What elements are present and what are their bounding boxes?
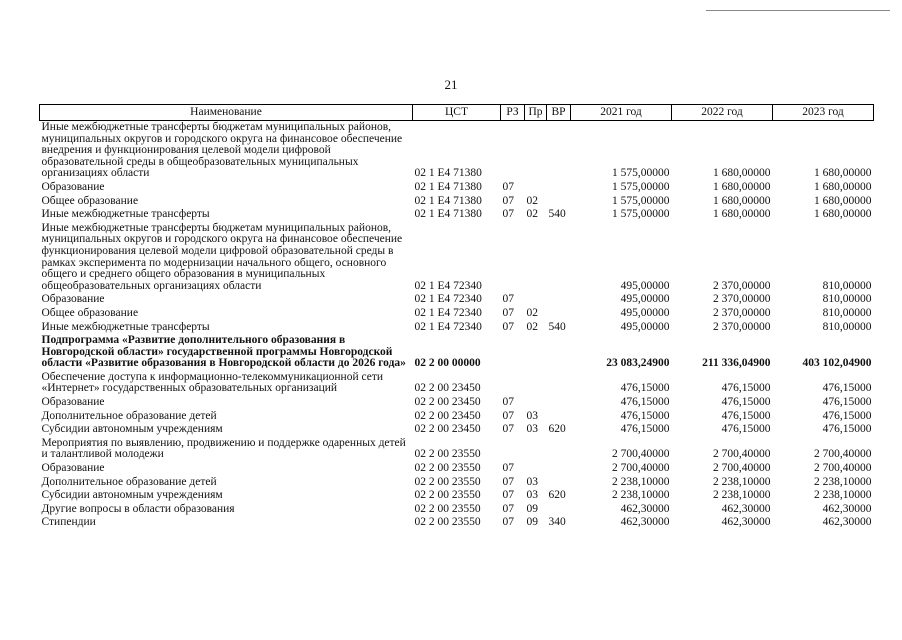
row-amount-2021: 2 700,40000: [612, 462, 670, 475]
row-name: Образование: [41, 396, 105, 409]
row-pr: 03: [526, 409, 538, 422]
row-amount-2023: 810,00000: [822, 293, 872, 306]
row-rz: 07: [502, 320, 514, 333]
row-vr: [547, 293, 571, 307]
row-amount-2021: 495,00000: [620, 293, 670, 306]
column-header-name: Наименование: [40, 105, 413, 121]
table-row: [40, 208, 874, 222]
row-amount-2022: 1 680,00000: [713, 194, 771, 207]
row-rz: 07: [502, 208, 514, 221]
row-name: Иные межбюджетные трансферты бюджетам муниципальных районов, муниципальных округов и городского округа на финансовое обеспечение функционирования целевой модели цифровой образовательной среды в рамках эксперимента по модернизации начального общего, основного общего и среднего общего образования в муниципальных общеобразовательных организациях области: [41, 221, 403, 292]
row-amount-2021: 462,30000: [620, 502, 670, 515]
row-rz: [501, 437, 525, 462]
row-pr: [525, 293, 547, 307]
row-rz: 07: [502, 180, 514, 193]
row-cst: 02 2 00 23450: [414, 396, 481, 409]
row-amount-2021: 1 575,00000: [612, 194, 670, 207]
row-pr: 03: [526, 489, 538, 502]
row-name: Стипендии: [41, 516, 96, 529]
row-amount-2023: 1 680,00000: [814, 194, 872, 207]
row-amount-2023: 476,15000: [822, 409, 872, 422]
row-amount-2021: 1 575,00000: [612, 167, 670, 180]
row-amount-2023: 462,30000: [822, 502, 872, 515]
row-name: Обеспечение доступа к информационно-телекоммуникационной сети «Интернет» государственных образовательных организаций: [41, 370, 384, 395]
column-header-2021: 2021 год: [571, 105, 672, 121]
row-name: Мероприятия по выявлению, продвижению и поддержке одаренных детей и талантливой молодежи: [41, 436, 406, 461]
row-cst: 02 2 00 23550: [414, 502, 481, 515]
table-row: [40, 516, 874, 530]
row-name: Иные межбюджетные трансферты: [41, 208, 210, 221]
table-row: [40, 121, 874, 181]
row-rz: [501, 121, 525, 181]
row-name: Образование: [41, 462, 105, 475]
row-amount-2021: 476,15000: [620, 409, 670, 422]
row-name: Дополнительное образование детей: [41, 475, 217, 488]
row-amount-2023: 476,15000: [822, 382, 872, 395]
top-rule: [706, 10, 890, 11]
row-rz: 07: [502, 194, 514, 207]
row-amount-2022: 2 700,40000: [713, 448, 771, 461]
row-amount-2023: 810,00000: [822, 320, 872, 333]
column-header-vr: ВР: [547, 105, 571, 121]
row-pr: 02: [526, 208, 538, 221]
table-row: [40, 476, 874, 490]
row-rz: 07: [502, 293, 514, 306]
row-amount-2022: 1 680,00000: [713, 208, 771, 221]
row-pr: 03: [526, 423, 538, 436]
table-row: [40, 307, 874, 321]
row-name: Общее образование: [41, 306, 139, 319]
column-header-rz: РЗ: [501, 105, 525, 121]
row-amount-2021: 476,15000: [620, 382, 670, 395]
row-amount-2023: 403 102,04900: [802, 357, 872, 370]
row-amount-2023: 2 700,40000: [814, 448, 872, 461]
row-cst: 02 1 E4 71380: [414, 180, 482, 193]
row-name: Субсидии автономным учреждениям: [41, 423, 223, 436]
table-row: [40, 462, 874, 476]
row-name: Образование: [41, 293, 105, 306]
row-amount-2023: 2 700,40000: [814, 462, 872, 475]
row-vr: [547, 476, 571, 490]
row-amount-2022: 211 336,04900: [702, 357, 771, 370]
row-rz: [501, 371, 525, 396]
row-amount-2022: 2 238,10000: [713, 489, 771, 502]
row-vr: 340: [548, 516, 566, 529]
row-amount-2023: 476,15000: [822, 396, 872, 409]
table-row: [40, 321, 874, 335]
row-amount-2021: 476,15000: [620, 423, 670, 436]
row-amount-2021: 23 083,24900: [606, 357, 670, 370]
row-name: Дополнительное образование детей: [41, 409, 217, 422]
row-amount-2021: 2 238,10000: [612, 489, 670, 502]
row-amount-2023: 1 680,00000: [814, 167, 872, 180]
row-pr: 02: [526, 306, 538, 319]
row-amount-2021: 495,00000: [620, 306, 670, 319]
row-amount-2021: 476,15000: [620, 396, 670, 409]
table-row: [40, 222, 874, 294]
row-amount-2022: 476,15000: [721, 409, 771, 422]
table-row: [40, 293, 874, 307]
row-vr: 620: [548, 423, 566, 436]
row-amount-2022: 1 680,00000: [713, 167, 771, 180]
row-vr: [547, 371, 571, 396]
row-amount-2021: 495,00000: [620, 320, 670, 333]
table-row: [40, 423, 874, 437]
table-row: [40, 410, 874, 424]
row-cst: 02 1 E4 71380: [414, 167, 482, 180]
row-vr: [547, 195, 571, 209]
row-cst: 02 1 E4 72340: [414, 279, 482, 292]
row-rz: [501, 222, 525, 294]
row-amount-2023: 810,00000: [822, 306, 872, 319]
row-pr: 03: [526, 475, 538, 488]
row-cst: 02 2 00 23550: [414, 448, 481, 461]
row-amount-2021: 2 238,10000: [612, 475, 670, 488]
row-rz: 07: [502, 462, 514, 475]
row-name: Иные межбюджетные трансферты: [41, 320, 210, 333]
row-name: Подпрограмма «Развитие дополнительного образования в Новгородской области» государственной программы Новгородской области «Развитие образования в Новгородской области до 2026 года»: [41, 334, 406, 370]
row-cst: 02 2 00 23450: [414, 382, 481, 395]
row-amount-2021: 462,30000: [620, 516, 670, 529]
row-amount-2023: 476,15000: [822, 423, 872, 436]
row-vr: [547, 334, 571, 371]
row-amount-2022: 476,15000: [721, 396, 771, 409]
row-name: Общее образование: [41, 194, 139, 207]
row-name: Субсидии автономным учреждениям: [41, 489, 223, 502]
row-amount-2022: 476,15000: [721, 423, 771, 436]
row-amount-2021: 2 700,40000: [612, 448, 670, 461]
row-amount-2023: 2 238,10000: [814, 489, 872, 502]
row-cst: 02 2 00 23550: [414, 462, 481, 475]
row-amount-2022: 2 700,40000: [713, 462, 771, 475]
column-header-pr: Пр: [525, 105, 547, 121]
row-amount-2022: 1 680,00000: [713, 180, 771, 193]
row-pr: [525, 334, 547, 371]
row-vr: [547, 307, 571, 321]
row-amount-2022: 476,15000: [721, 382, 771, 395]
row-amount-2021: 495,00000: [620, 279, 670, 292]
row-amount-2023: 462,30000: [822, 516, 872, 529]
row-cst: 02 2 00 23450: [414, 409, 481, 422]
row-cst: 02 2 00 23550: [414, 475, 481, 488]
row-rz: 07: [502, 409, 514, 422]
row-rz: [501, 334, 525, 371]
row-vr: [547, 437, 571, 462]
row-amount-2023: 2 238,10000: [814, 475, 872, 488]
budget-table: [39, 104, 874, 530]
table-row: [40, 195, 874, 209]
column-header-2022: 2022 год: [672, 105, 773, 121]
table-row: [40, 437, 874, 462]
row-vr: 540: [548, 320, 566, 333]
row-vr: [547, 396, 571, 410]
row-pr: [525, 462, 547, 476]
row-cst: 02 2 00 23450: [414, 423, 481, 436]
row-cst: 02 1 E4 71380: [414, 194, 482, 207]
row-amount-2022: 462,30000: [721, 516, 771, 529]
table-header-row: [40, 105, 874, 121]
row-amount-2023: 1 680,00000: [814, 208, 872, 221]
row-amount-2021: 1 575,00000: [612, 180, 670, 193]
page-number: 21: [444, 77, 458, 92]
table-row: [40, 503, 874, 517]
row-rz: 07: [502, 475, 514, 488]
row-pr: 09: [526, 516, 538, 529]
row-cst: 02 2 00 23550: [414, 516, 481, 529]
table-row: [40, 489, 874, 503]
row-amount-2022: 2 370,00000: [713, 279, 771, 292]
row-cst: 02 1 E4 71380: [414, 208, 482, 221]
row-vr: [547, 121, 571, 181]
row-rz: 07: [502, 423, 514, 436]
row-amount-2022: 2 370,00000: [713, 320, 771, 333]
row-pr: 09: [526, 502, 538, 515]
row-cst: 02 1 E4 72340: [414, 306, 482, 319]
row-cst: 02 1 E4 72340: [414, 293, 482, 306]
row-pr: [525, 396, 547, 410]
row-rz: 07: [502, 502, 514, 515]
row-name: Образование: [41, 180, 105, 193]
row-name: Другие вопросы в области образования: [41, 502, 235, 515]
row-amount-2022: 2 238,10000: [713, 475, 771, 488]
row-amount-2022: 2 370,00000: [713, 306, 771, 319]
row-pr: [525, 437, 547, 462]
row-amount-2023: 1 680,00000: [814, 180, 872, 193]
row-pr: [525, 121, 547, 181]
row-vr: 540: [548, 208, 566, 221]
row-rz: 07: [502, 489, 514, 502]
column-header-2023: 2023 год: [773, 105, 874, 121]
row-pr: [525, 222, 547, 294]
row-pr: [525, 181, 547, 195]
row-pr: 02: [526, 320, 538, 333]
row-cst: 02 1 E4 72340: [414, 320, 482, 333]
table-row: [40, 181, 874, 195]
row-pr: 02: [526, 194, 538, 207]
table-row: [40, 396, 874, 410]
row-vr: 620: [548, 489, 566, 502]
row-vr: [547, 503, 571, 517]
row-rz: 07: [502, 396, 514, 409]
row-name: Иные межбюджетные трансферты бюджетам муниципальных районов, муниципальных округов и городского округа на финансовое обеспечение внедрения и функционирования целевой модели цифровой образовательной среды в общеобразовательных муниципальных организациях области: [41, 121, 403, 180]
row-pr: [525, 371, 547, 396]
row-rz: 07: [502, 306, 514, 319]
row-vr: [547, 410, 571, 424]
row-amount-2022: 2 370,00000: [713, 293, 771, 306]
row-cst: 02 2 00 00000: [414, 357, 481, 370]
table-row: [40, 371, 874, 396]
row-rz: 07: [502, 516, 514, 529]
row-vr: [547, 181, 571, 195]
row-amount-2021: 1 575,00000: [612, 208, 670, 221]
row-vr: [547, 222, 571, 294]
table-row: [40, 334, 874, 371]
column-header-cst: ЦСТ: [413, 105, 501, 121]
row-cst: 02 2 00 23550: [414, 489, 481, 502]
row-amount-2023: 810,00000: [822, 279, 872, 292]
row-vr: [547, 462, 571, 476]
row-amount-2022: 462,30000: [721, 502, 771, 515]
